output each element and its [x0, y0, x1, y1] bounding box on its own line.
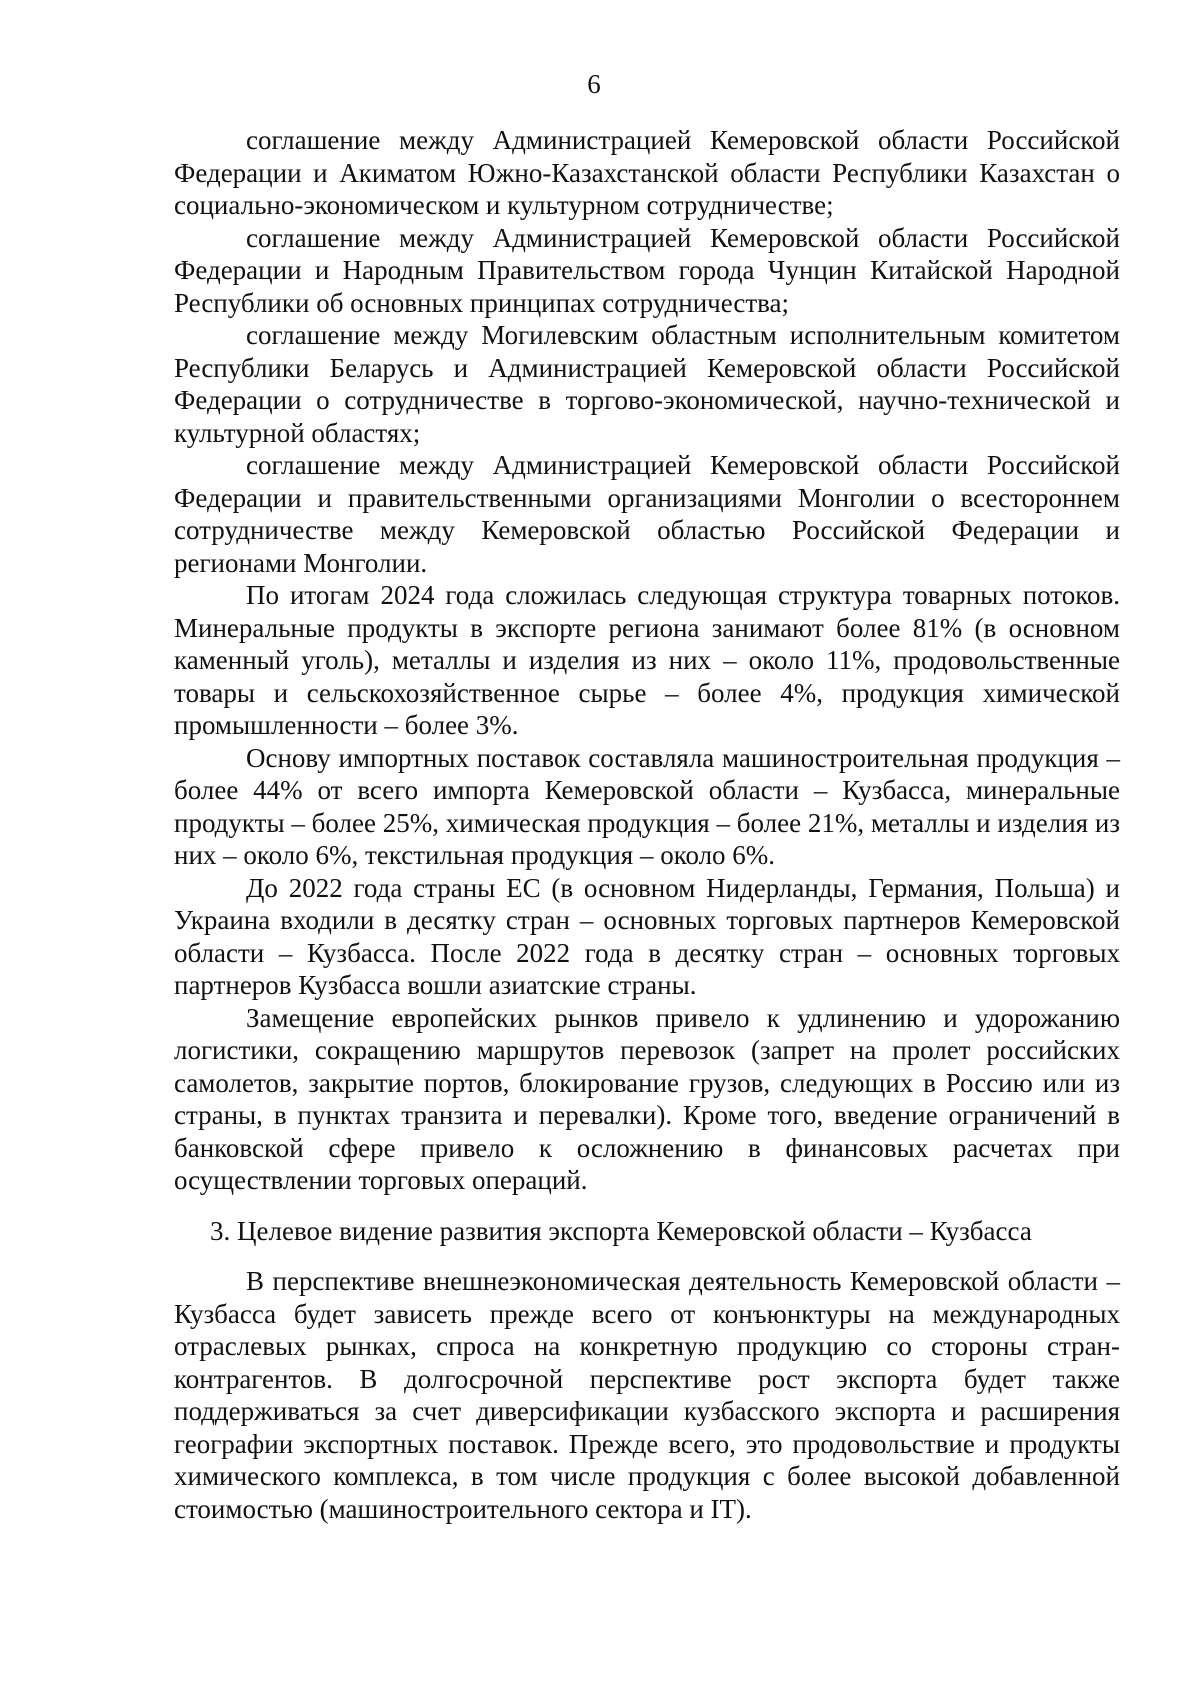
page-number: 6: [587, 69, 601, 99]
paragraph-import-structure: Основу импортных поставок составляла машиностроительная продукция – более 44% от всего импорта Кемеровской области – Кузбасса, минеральные продукты – более 25%, химическая продукция – более 21%, металлы и изделия из них – около 6%, текстильная продукция – около 6%.: [174, 742, 1120, 870]
paragraph-agreement-mogilev: соглашение между Могилевским областным исполнительным комитетом Республики Беларусь и Администрацией Кемеровской области Российской Федерации о сотрудничестве в торгово-экономической, научно-технической и культурной областях;: [174, 320, 1120, 448]
paragraph-export-structure: По итогам 2024 года сложилась следующая структура товарных потоков. Минеральные продукты в экспорте региона занимают более 81% (в основном каменный уголь), металлы и изделия из них – около 11%, продовольственные товары и сельскохозяйственное сырье – более 4%, продукция химической промышленности – более 3%.: [174, 580, 1120, 740]
paragraph-export-outlook: В перспективе внешнеэкономическая деятельность Кемеровской области – Кузбасса будет зависеть прежде всего от конъюнктуры на международных отраслевых рынках, спроса на конкретную продукцию со стороны стран-контрагентов. В долгосрочной перспективе рост экспорта будет также поддерживаться за счет диверсификации кузбасского экспорта и расширения географии экспортных поставок. Прежде всего, это продовольствие и продукты химического комплекса, в том числе продукция с более высокой добавленной стоимостью (машиностроительного сектора и IT).: [174, 1266, 1120, 1524]
paragraph-trade-partners: До 2022 года страны ЕС (в основном Нидерланды, Германия, Польша) и Украина входили в десятку стран – основных торговых партнеров Кемеровской области – Кузбасса. После 2022 года в десятку стран – основных торговых партнеров Кузбасса вошли азиатские страны.: [174, 872, 1120, 1000]
paragraph-agreement-chongqing: соглашение между Администрацией Кемеровской области Российской Федерации и Народным Правительством города Чунцин Китайской Народной Республики об основных принципах сотрудничества;: [174, 222, 1120, 318]
section-heading: 3. Целевое видение развития экспорта Кемеровской области – Кузбасса: [210, 1215, 1032, 1246]
paragraph-agreement-mongolia: соглашение между Администрацией Кемеровской области Российской Федерации и правительственными организациями Монголии о всестороннем сотрудничестве между Кемеровской областью Российской Федерации и регионами Монголии.: [174, 450, 1120, 578]
paragraph-logistics: Замещение европейских рынков привело к удлинению и удорожанию логистики, сокращению маршрутов перевозок (запрет на пролет российских самолетов, закрытие портов, блокирование грузов, следующих в Россию или из страны, в пунктах транзита и перевалки). Кроме того, введение ограничений в банковской сфере привело к осложнению в финансовых расчетах при осуществлении торговых операций.: [174, 1002, 1120, 1195]
paragraph-agreement-kazakhstan: соглашение между Администрацией Кемеровской области Российской Федерации и Акиматом Южно-Казахстанской области Республики Казахстан о социально-экономическом и культурном сотрудничестве;: [174, 125, 1120, 220]
document-body: [174, 124, 1120, 1525]
